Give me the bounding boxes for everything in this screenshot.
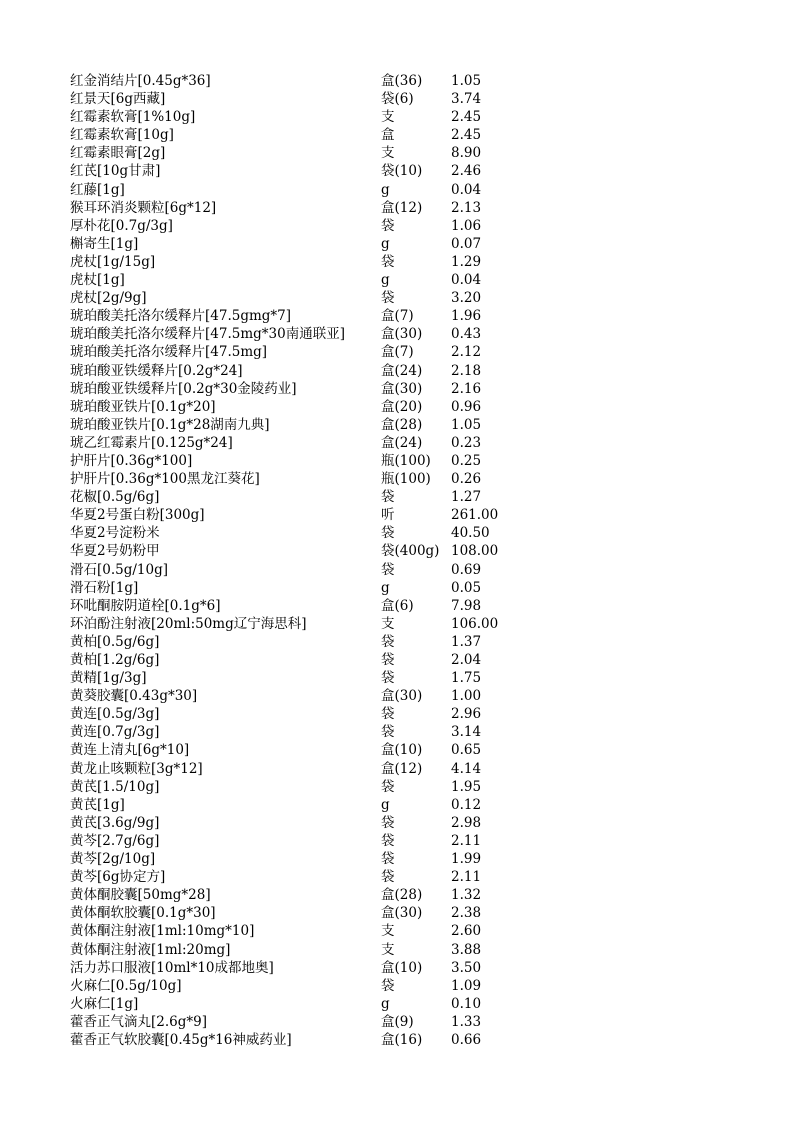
item-price: 40.50 — [451, 525, 490, 542]
item-price: 0.66 — [451, 1031, 482, 1048]
item-unit: 盒(10) — [381, 959, 423, 976]
item-name: 琥珀酸美托洛尔缓释片[47.5gmg*7] — [70, 308, 292, 325]
item-name: 琥珀酸亚铁缓释片[0.2g*30金陵药业] — [70, 380, 297, 397]
item-name: 黄体酮注射液[1ml:20mg] — [70, 941, 231, 958]
item-unit: 盒(6) — [381, 597, 414, 614]
item-unit: 袋 — [381, 851, 395, 868]
item-price: 261.00 — [451, 507, 499, 524]
item-name: 猴耳环消炎颗粒[6g*12] — [70, 199, 217, 216]
item-name: 琥珀酸美托洛尔缓释片[47.5mg*30南通联亚] — [70, 326, 345, 343]
table-row — [70, 814, 710, 832]
item-name: 黄葵胶囊[0.43g*30] — [70, 688, 198, 705]
item-price: 3.50 — [451, 959, 482, 976]
item-unit: 袋 — [381, 253, 395, 270]
item-price: 4.14 — [451, 760, 482, 777]
table-row — [70, 1013, 710, 1031]
item-name: 琥珀酸亚铁片[0.1g*20] — [70, 398, 216, 415]
item-name: 红霉素软膏[1%10g] — [70, 109, 196, 126]
item-unit: 盒(12) — [381, 760, 423, 777]
item-name: 黄芩[2g/10g] — [70, 851, 156, 868]
item-name: 藿香正气滴丸[2.6g*9] — [70, 1013, 207, 1030]
item-price: 0.05 — [451, 579, 482, 596]
item-price: 2.46 — [451, 163, 482, 180]
item-name: 红芪[10g甘肃] — [70, 163, 161, 180]
item-name: 黄芩[6g协定方] — [70, 869, 166, 886]
item-unit: 袋 — [381, 633, 395, 650]
table-row — [70, 506, 710, 524]
table-row — [70, 561, 710, 579]
table-row — [70, 904, 710, 922]
item-unit: 盒(9) — [381, 1013, 414, 1030]
table-row — [70, 868, 710, 886]
item-price: 0.43 — [451, 326, 482, 343]
item-price: 1.00 — [451, 688, 482, 705]
item-unit: 盒(30) — [381, 380, 423, 397]
item-price: 2.04 — [451, 652, 482, 668]
item-name: 活力苏口服液[10ml*10成都地奥] — [70, 959, 274, 976]
item-unit: 袋(400g) — [381, 543, 440, 560]
item-unit: 支 — [381, 615, 395, 632]
table-row — [70, 760, 710, 778]
item-unit: 袋(6) — [381, 91, 414, 108]
item-price: 1.32 — [451, 887, 482, 904]
table-row — [70, 416, 710, 434]
item-price: 0.69 — [451, 561, 482, 578]
item-unit: 袋(10) — [381, 163, 423, 180]
item-name: 槲寄生[1g] — [70, 235, 139, 252]
item-price: 3.74 — [451, 91, 482, 108]
item-unit: 袋 — [381, 724, 395, 741]
item-unit: 盒(7) — [381, 344, 414, 361]
item-price: 0.23 — [451, 434, 482, 451]
item-name: 厚朴花[0.7g/3g] — [70, 217, 173, 234]
table-row — [70, 723, 710, 741]
item-unit: 盒(24) — [381, 434, 423, 451]
item-price: 1.99 — [451, 851, 482, 868]
table-row — [70, 705, 710, 723]
item-price: 8.90 — [451, 145, 482, 162]
item-price: 2.18 — [451, 362, 482, 379]
table-row — [70, 325, 710, 343]
table-row — [70, 687, 710, 705]
table-row — [70, 380, 710, 398]
table-row — [70, 307, 710, 325]
item-name: 红霉素眼膏[2g] — [70, 145, 166, 162]
item-unit: g — [381, 235, 390, 252]
table-row — [70, 398, 710, 416]
item-price: 2.45 — [451, 127, 482, 144]
item-name: 藿香正气软胶囊[0.45g*16神威药业] — [70, 1031, 292, 1048]
item-name: 虎杖[1g/15g] — [70, 253, 156, 270]
item-price: 1.95 — [451, 778, 482, 795]
item-name: 黄连[0.7g/3g] — [70, 724, 160, 741]
item-name: 琥珀酸亚铁缓释片[0.2g*24] — [70, 362, 243, 379]
item-unit: 袋 — [381, 814, 395, 831]
item-unit: 盒(30) — [381, 905, 423, 922]
table-row — [70, 886, 710, 904]
item-price: 0.04 — [451, 272, 482, 289]
table-row — [70, 253, 710, 271]
item-name: 环泊酚注射液[20ml:50mg辽宁海思科] — [70, 615, 307, 632]
item-name: 黄芪[1g] — [70, 796, 125, 813]
item-name: 黄芩[2.7g/6g] — [70, 832, 160, 849]
item-name: 虎杖[2g/9g] — [70, 290, 147, 307]
table-row — [70, 1031, 710, 1049]
table-row — [70, 778, 710, 796]
item-unit: g — [381, 272, 390, 289]
item-price: 2.60 — [451, 923, 482, 940]
table-row — [70, 199, 710, 217]
item-name: 琥珀酸亚铁片[0.1g*28湖南九典] — [70, 416, 270, 433]
item-name: 红景天[6g西藏] — [70, 91, 166, 108]
item-price: 0.65 — [451, 742, 482, 759]
item-price: 2.38 — [451, 905, 482, 922]
item-unit: 瓶(100) — [381, 471, 431, 488]
item-unit: 支 — [381, 941, 395, 958]
item-name: 护肝片[0.36g*100黑龙江葵花] — [70, 471, 260, 488]
table-row — [70, 597, 710, 615]
item-price: 1.29 — [451, 253, 482, 270]
item-price: 0.10 — [451, 995, 482, 1012]
table-row — [70, 181, 710, 199]
item-name: 红霉素软膏[10g] — [70, 127, 174, 144]
item-price: 2.96 — [451, 706, 482, 723]
item-price: 1.75 — [451, 670, 482, 687]
item-price: 3.14 — [451, 724, 482, 741]
item-price: 2.16 — [451, 380, 482, 397]
item-price: 2.11 — [451, 869, 482, 886]
table-row — [70, 633, 710, 651]
table-row — [70, 271, 710, 289]
table-row — [70, 524, 710, 542]
item-unit: 盒(30) — [381, 688, 423, 705]
item-unit: 盒(24) — [381, 362, 423, 379]
table-row — [70, 72, 710, 90]
item-unit: 袋 — [381, 652, 395, 668]
item-price: 1.09 — [451, 977, 482, 994]
table-row — [70, 796, 710, 814]
table-row — [70, 741, 710, 759]
table-row — [70, 217, 710, 235]
item-unit: 袋 — [381, 869, 395, 886]
item-name: 黄体酮软胶囊[0.1g*30] — [70, 905, 216, 922]
item-unit: 袋 — [381, 832, 395, 849]
table-row — [70, 452, 710, 470]
item-unit: g — [381, 796, 390, 813]
item-price: 1.37 — [451, 633, 482, 650]
table-row — [70, 144, 710, 162]
item-unit: 盒(36) — [381, 73, 423, 89]
table-row — [70, 162, 710, 180]
item-name: 华夏2号淀粉米 — [70, 525, 160, 542]
item-unit: 袋 — [381, 290, 395, 307]
table-row — [70, 977, 710, 995]
table-row — [70, 289, 710, 307]
item-unit: 袋 — [381, 778, 395, 795]
item-name: 花椒[0.5g/6g] — [70, 489, 160, 506]
table-row — [70, 235, 710, 253]
item-unit: 袋 — [381, 525, 395, 542]
item-unit: g — [381, 995, 390, 1012]
item-name: 黄龙止咳颗粒[3g*12] — [70, 760, 203, 777]
table-row — [70, 922, 710, 940]
item-unit: 盒(12) — [381, 199, 423, 216]
item-price: 1.27 — [451, 489, 482, 506]
table-row — [70, 579, 710, 597]
table-row — [70, 343, 710, 361]
item-name: 黄连[0.5g/3g] — [70, 706, 160, 723]
item-unit: 支 — [381, 109, 395, 126]
item-unit: g — [381, 579, 390, 596]
item-price: 1.06 — [451, 217, 482, 234]
item-unit: 盒(28) — [381, 416, 423, 433]
table-row — [70, 434, 710, 452]
item-price: 1.05 — [451, 73, 482, 89]
item-price: 2.11 — [451, 832, 482, 849]
item-price: 2.13 — [451, 199, 482, 216]
item-price: 108.00 — [451, 543, 499, 560]
item-price: 106.00 — [451, 615, 499, 632]
table-row — [70, 941, 710, 959]
table-row — [70, 542, 710, 560]
table-row — [70, 669, 710, 687]
item-unit: 袋 — [381, 561, 395, 578]
item-unit: 袋 — [381, 217, 395, 234]
item-name: 红金消结片[0.45g*36] — [70, 73, 211, 89]
table-row — [70, 995, 710, 1013]
item-unit: 袋 — [381, 670, 395, 687]
item-name: 环吡酮胺阴道栓[0.1g*6] — [70, 597, 221, 614]
item-unit: 支 — [381, 145, 395, 162]
item-unit: 瓶(100) — [381, 452, 431, 469]
item-name: 黄体酮注射液[1ml:10mg*10] — [70, 923, 255, 940]
item-price: 0.96 — [451, 398, 482, 415]
item-price: 0.07 — [451, 235, 482, 252]
table-row — [70, 470, 710, 488]
item-name: 虎杖[1g] — [70, 272, 125, 289]
item-name: 火麻仁[0.5g/10g] — [70, 977, 182, 994]
item-unit: g — [381, 181, 390, 198]
table-row — [70, 90, 710, 108]
item-unit: 盒(28) — [381, 887, 423, 904]
item-unit: 听 — [381, 507, 395, 524]
item-name: 滑石粉[1g] — [70, 579, 139, 596]
price-list — [70, 72, 710, 1049]
item-name: 黄芪[3.6g/9g] — [70, 814, 160, 831]
item-unit: 袋 — [381, 706, 395, 723]
item-price: 3.20 — [451, 290, 482, 307]
table-row — [70, 488, 710, 506]
item-unit: 袋 — [381, 489, 395, 506]
item-price: 3.88 — [451, 941, 482, 958]
item-name: 黄体酮胶囊[50mg*28] — [70, 887, 211, 904]
item-name: 黄柏[1.2g/6g] — [70, 652, 160, 668]
table-row — [70, 615, 710, 633]
table-row — [70, 362, 710, 380]
item-name: 黄连上清丸[6g*10] — [70, 742, 190, 759]
item-name: 琥乙红霉素片[0.125g*24] — [70, 434, 233, 451]
item-price: 7.98 — [451, 597, 482, 614]
item-unit: 盒(20) — [381, 398, 423, 415]
table-row — [70, 850, 710, 868]
item-unit: 盒(16) — [381, 1031, 423, 1048]
table-row — [70, 832, 710, 850]
item-name: 火麻仁[1g] — [70, 995, 139, 1012]
item-price: 0.26 — [451, 471, 482, 488]
item-price: 1.33 — [451, 1013, 482, 1030]
item-unit: 盒(7) — [381, 308, 414, 325]
item-name: 华夏2号奶粉甲 — [70, 543, 160, 560]
table-row — [70, 126, 710, 144]
item-name: 滑石[0.5g/10g] — [70, 561, 169, 578]
table-row — [70, 959, 710, 977]
item-price: 2.98 — [451, 814, 482, 831]
item-name: 黄芪[1.5/10g] — [70, 778, 160, 795]
item-name: 护肝片[0.36g*100] — [70, 452, 193, 469]
item-name: 黄精[1g/3g] — [70, 670, 147, 687]
item-price: 2.12 — [451, 344, 482, 361]
item-price: 2.45 — [451, 109, 482, 126]
item-price: 1.96 — [451, 308, 482, 325]
item-name: 琥珀酸美托洛尔缓释片[47.5mg] — [70, 344, 268, 361]
item-unit: 支 — [381, 923, 395, 940]
item-name: 黄柏[0.5g/6g] — [70, 633, 160, 650]
table-row — [70, 651, 710, 669]
item-unit: 盒(30) — [381, 326, 423, 343]
item-unit: 盒(10) — [381, 742, 423, 759]
item-price: 0.04 — [451, 181, 482, 198]
item-name: 红藤[1g] — [70, 181, 125, 198]
item-price: 0.12 — [451, 796, 482, 813]
item-price: 1.05 — [451, 416, 482, 433]
table-row — [70, 108, 710, 126]
item-name: 华夏2号蛋白粉[300g] — [70, 507, 205, 524]
item-price: 0.25 — [451, 452, 482, 469]
item-unit: 盒 — [381, 127, 395, 144]
item-unit: 袋 — [381, 977, 395, 994]
